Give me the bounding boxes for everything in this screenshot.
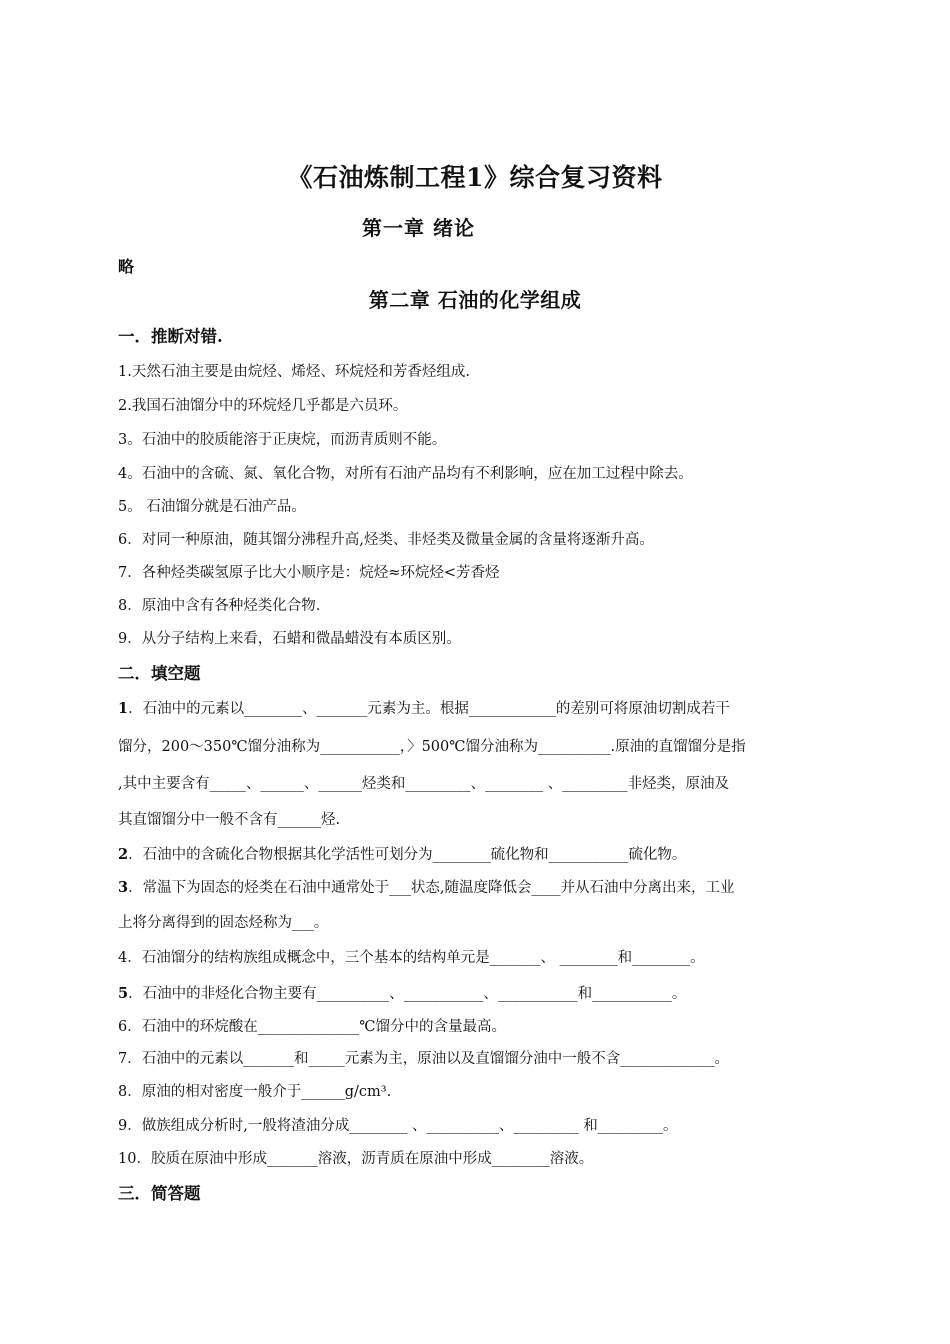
fill-q5-text: ．石油中的非烃化合物主要有__________、___________、___________和___________。 — [128, 986, 687, 1002]
fill-q7: 7．石油中的元素以_______和_____元素为主，原油以及直馏馏分油中一般不含_____________。 — [118, 1051, 729, 1067]
fill-q1-line2: 馏分，200～350℃馏分油称为___________，〉500℃馏分油称为__________.原油的直馏馏分是指 — [118, 739, 746, 755]
fill-q1-line1 — [118, 697, 838, 718]
fill-q2 — [118, 843, 838, 864]
tf-item-6: 6．对同一种原油，随其馏分沸程升高,烃类、非烃类及微量金属的含量将逐渐升高。 — [118, 532, 654, 548]
fill-q10: 10．胶质在原油中形成_______溶液，沥青质在原油中形成________溶液。 — [118, 1151, 594, 1167]
document-title: 《石油炼制工程1》综合复习资料 — [287, 163, 663, 192]
fill-q9: 9．做族组成分析时,一般将渣油分成________ 、__________、_________ 和_________。 — [118, 1118, 678, 1134]
chapter1-heading: 第一章 绪论 — [362, 216, 475, 240]
tf-item-3: 3。石油中的胶质能溶于正庚烷，而沥青质则不能。 — [118, 432, 447, 448]
section-true-false: 一．推断对错. — [118, 327, 223, 346]
tf-item-2: 2.我国石油馏分中的环烷烃几乎都是六员环。 — [118, 398, 408, 414]
section-short-answer: 三．简答题 — [118, 1184, 201, 1203]
fill-q8: 8．原油的相对密度一般介于______g/cm³. — [118, 1084, 392, 1100]
chapter1-content: 略 — [118, 257, 135, 276]
tf-item-8: 8．原油中含有各种烃类化合物. — [118, 598, 321, 614]
fill-q3-number: 3 — [118, 879, 129, 896]
tf-item-5: 5。 石油馏分就是石油产品。 — [118, 499, 306, 515]
fill-q1-text1: ．石油中的元素以________、_______元素为主。根据____________的差别可将原油切割成若干 — [128, 701, 730, 717]
tf-item-7: 7．各种烃类碳氢原子比大小顺序是：烷烃≈环烷烃<芳香烃 — [118, 565, 500, 581]
fill-q1-line3: ,其中主要含有_____、______、______烃类和_________、________ 、_________非烃类，原油及 — [118, 776, 729, 792]
fill-q2-number: 2 — [118, 846, 129, 863]
fill-q3-text1: ．常温下为固态的烃类在石油中通常处于___状态,随温度降低会____并从石油中分离出来，工业 — [128, 880, 735, 896]
fill-q1-number: 1 — [118, 700, 129, 717]
fill-q1-line4: 其直馏馏分中一般不含有______烃. — [118, 812, 341, 828]
fill-q3-line1 — [118, 876, 838, 897]
section-fill-blank: 二．填空题 — [118, 664, 201, 683]
fill-q5-number: 5 — [118, 985, 129, 1002]
fill-q4: 4．石油馏分的结构族组成概念中，三个基本的结构单元是_______、 ________和________。 — [118, 950, 705, 966]
fill-q3-line2: 上将分离得到的固态烃称为___。 — [118, 915, 329, 931]
chapter2-heading: 第二章 石油的化学组成 — [368, 288, 582, 312]
fill-q2-text: ．石油中的含硫化合物根据其化学活性可划分为________硫化物和___________硫化物。 — [128, 847, 687, 863]
tf-item-9: 9．从分子结构上来看，石蜡和微晶蜡没有本质区别。 — [118, 631, 461, 647]
tf-item-4: 4。石油中的含硫、氮、氧化合物，对所有石油产品均有不利影响，应在加工过程中除去。 — [118, 466, 693, 482]
fill-q6: 6．石油中的环烷酸在______________℃馏分中的含量最高。 — [118, 1019, 506, 1035]
tf-item-1: 1.天然石油主要是由烷烃、烯烃、环烷烃和芳香烃组成. — [118, 364, 470, 380]
fill-q5 — [118, 982, 838, 1003]
